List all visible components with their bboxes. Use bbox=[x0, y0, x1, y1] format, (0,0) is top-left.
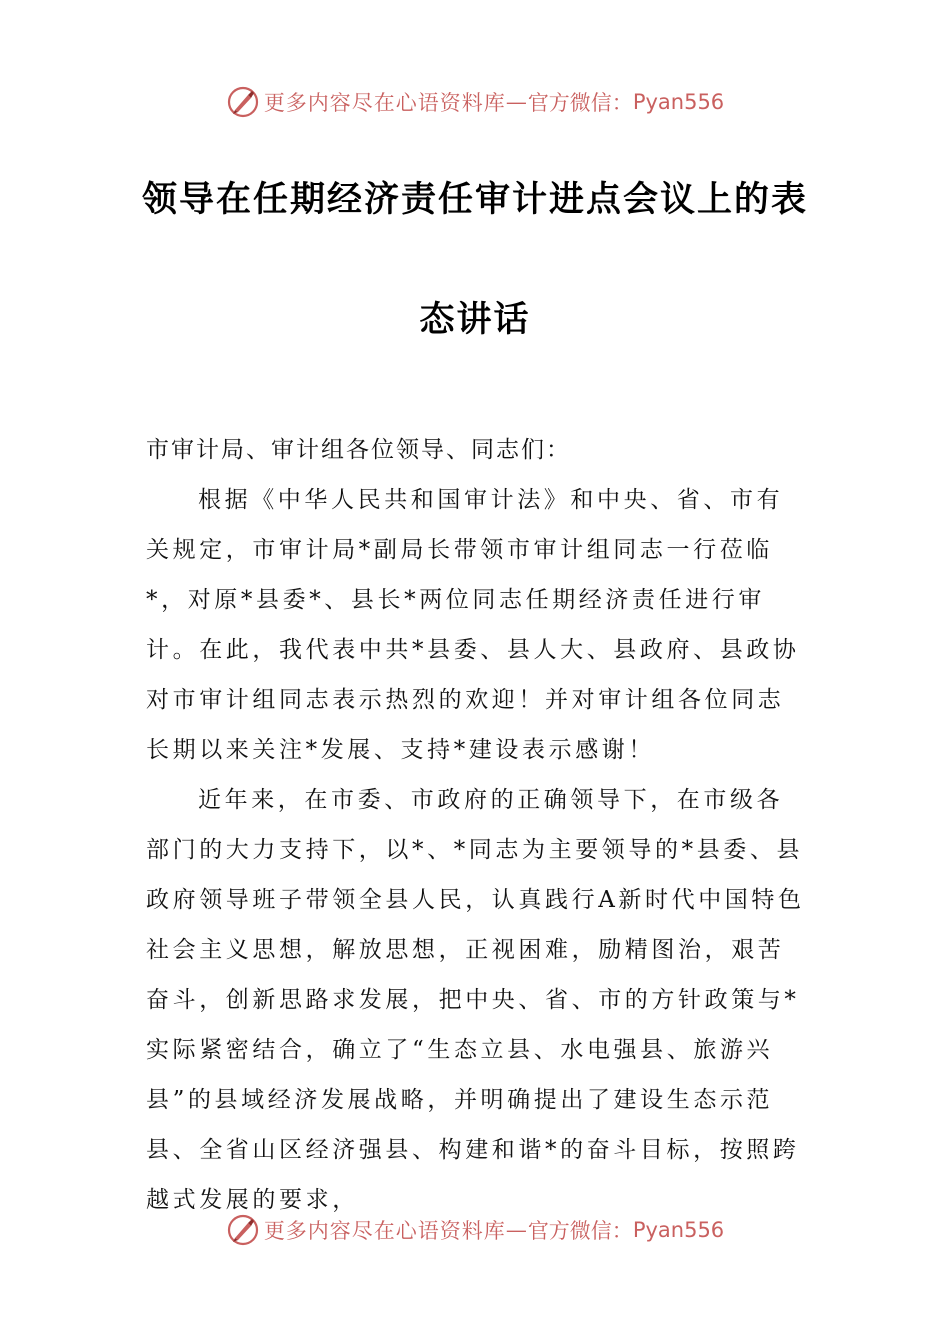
paragraph: 根据《中华人民共和国审计法》和中央、省、市有关规定，市审计局*副局长带领市审计组同志一行莅临*，对原*县委*、县长*两位同志任期经济责任进行审计。在此，我代表中共*县委、县人大、县政府、县政协对市审计组同志表示热烈的欢迎！并对审计组各位同志长期以来关注*发展、支持*建设表示感谢！ bbox=[146, 487, 800, 763]
banner-text: 更多内容尽在心语资料库 bbox=[263, 91, 506, 115]
salutation: 市审计局、审计组各位领导、同志们： bbox=[146, 437, 571, 463]
banner-contact-handle: Pyan556 bbox=[632, 1218, 725, 1242]
banner-contact-handle: Pyan556 bbox=[632, 90, 725, 114]
document-body bbox=[146, 425, 808, 1225]
pen-logo-icon bbox=[226, 1213, 260, 1247]
banner-dash: — bbox=[505, 1218, 528, 1242]
banner-contact-label: 官方微信： bbox=[527, 91, 633, 115]
banner-dash: — bbox=[505, 90, 528, 114]
footer-banner bbox=[0, 1210, 950, 1250]
banner-contact-label: 官方微信： bbox=[527, 1219, 633, 1243]
document-title-line-1: 领导在任期经济责任审计进点会议上的表 bbox=[141, 180, 808, 220]
document-title-line-2: 态讲话 bbox=[419, 300, 531, 340]
paragraph: 近年来，在市委、市政府的正确领导下，在市级各部门的大力支持下，以*、*同志为主要领导的*县委、县政府领导班子带领全县人民，认真践行A新时代中国特色社会主义思想，解放思想，正视困难，励精图治，艰苦奋斗，创新思路求发展，把中央、省、市的方针政策与*实际紧密结合，确立了“生态立县、水电强县、旅游兴县”的县域经济发展战略，并明确提出了建设生态示范县、全省山区经济强县、构建和谐*的奋斗目标，按照跨越式发展的要求， bbox=[146, 787, 805, 1213]
banner-text: 更多内容尽在心语资料库 bbox=[263, 1219, 506, 1243]
header-banner bbox=[0, 82, 950, 122]
pen-logo-icon bbox=[226, 85, 260, 119]
